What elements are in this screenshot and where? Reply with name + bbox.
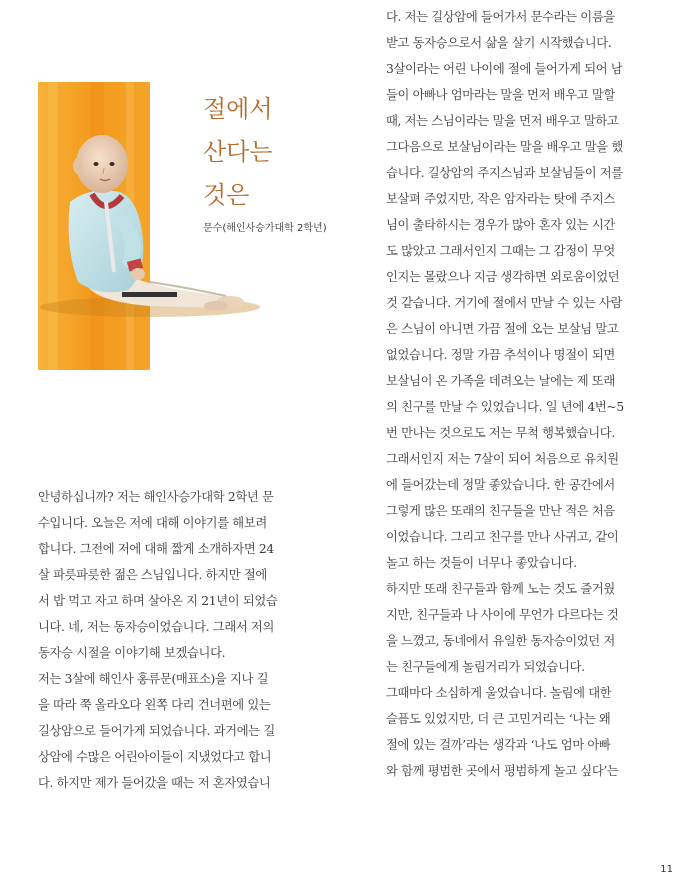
text-line: 보살님이 온 가족을 데려오는 날에는 제 또래 (386, 374, 615, 388)
text-line: 을 느꼈고, 동네에서 유일한 동자승이었던 저 (386, 634, 615, 648)
text-line: 상암에 수많은 어린아이들이 지냈었다고 합니 (38, 750, 272, 764)
text-line: 을 따라 쭉 올라오다 왼쪽 다리 건너편에 있는 (38, 698, 271, 712)
text-line: 와 함께 평범한 곳에서 평범하게 놀고 싶다’는 (386, 764, 619, 778)
text-line: 없었습니다. 정말 가끔 추석이나 명절이 되면 (386, 348, 615, 362)
title-line-1: 절에서 (203, 95, 273, 123)
text-line: 그렇게 많은 또래의 친구들을 만난 적은 처음 (386, 504, 615, 518)
text-line: 은 스님이 아니면 가끔 절에 오는 보살님 말고 (386, 322, 619, 336)
page-number: 11 (660, 864, 673, 875)
text-line: 그다음으로 보살님이라는 말을 배우고 말을 했 (386, 140, 623, 154)
title-line-3: 것은 (203, 181, 250, 209)
text-line: 안녕하십니까? 저는 해인사승가대학 2학년 문 (38, 490, 274, 504)
text-line: 인지는 몰랐으나 지금 생각하면 외로움이었던 (386, 270, 620, 284)
text-line: 다. 저는 길상암에 들어가서 문수라는 이름을 (386, 10, 615, 24)
text-line: 살 파릇파릇한 젊은 스님입니다. 하지만 절에 (38, 568, 267, 582)
text-line: 지만, 친구들과 나 사이에 무언가 다르다는 것 (386, 608, 619, 622)
text-line: 것 같습니다. 거기에 절에서 만날 수 있는 사람 (386, 296, 622, 310)
text-line: 다. 하지만 제가 들어갔을 때는 저 혼자였습니 (38, 776, 271, 790)
text-line: 들이 아빠나 엄마라는 말을 먼저 배우고 말할 (386, 88, 615, 102)
text-line: 서 밥 먹고 자고 하며 살아온 지 21년이 되었습 (38, 594, 278, 608)
text-line: 에 들어갔는데 정말 좋았습니다. 한 공간에서 (386, 478, 615, 492)
text-line: 그래서인지 저는 7살이 되어 처음으로 유치원 (386, 452, 619, 466)
text-line: 때, 저는 스님이라는 말을 먼저 배우고 말하고 (386, 114, 619, 128)
text-line: 의 친구를 만날 수 있었습니다. 일 년에 4번~5 (386, 400, 624, 414)
text-line: 보살펴 주었지만, 작은 암자라는 탓에 주지스 (386, 192, 615, 206)
text-line: 이었습니다. 그리고 친구를 만나 사귀고, 같이 (386, 530, 619, 544)
text-line: 절에 있는 걸까’라는 생각과 ‘나도 엄마 아빠 (386, 738, 611, 752)
text-line: 수입니다. 오늘은 저에 대해 이야기를 해보려 (38, 516, 267, 530)
text-line: 그때마다 소심하게 울었습니다. 놀림에 대한 (386, 686, 612, 700)
text-line: 동자승 시절을 이야기해 보겠습니다. (38, 646, 226, 660)
text-line: 습니다. 길상암의 주지스님과 보살님들이 저를 (386, 166, 623, 180)
text-line: 님이 출타하시는 경우가 많아 혼자 있는 시간 (386, 218, 615, 232)
text-line: 받고 동자승으로서 삶을 살기 시작했습니다. (386, 36, 612, 50)
text-line: 길상암으로 들어가게 되었습니다. 과거에는 길 (38, 724, 275, 738)
text-line: 저는 3살에 해인사 홍류문(매표소)을 지나 길 (38, 672, 269, 686)
article-title (203, 88, 313, 217)
author-byline: 문수(해인사승가대학 2학년) (203, 223, 327, 234)
text-line: 번 만나는 것으로도 저는 무척 행복했습니다. (386, 426, 615, 440)
text-line: 니다. 네, 저는 동자승이었습니다. 그래서 저의 (38, 620, 274, 634)
text-line: 놀고 하는 것들이 너무나 좋았습니다. (386, 556, 577, 570)
text-line: 하지만 또래 친구들과 함께 노는 것도 즐거웠 (386, 582, 615, 596)
text-line: 도 많았고 그래서인지 그때는 그 감정이 무엇 (386, 244, 615, 258)
text-line: 3살이라는 어린 나이에 절에 들어가게 되어 남 (386, 62, 623, 76)
text-line: 슬픔도 있었지만, 더 큰 고민거리는 ‘나는 왜 (386, 712, 611, 726)
text-line: 는 친구들에게 놀림거리가 되었습니다. (386, 660, 585, 674)
title-line-2: 산다는 (203, 138, 273, 166)
left-column (38, 484, 338, 796)
right-column (386, 4, 686, 784)
text-line: 합니다. 그전에 저에 대해 짧게 소개하자면 24 (38, 542, 274, 556)
child-head (76, 135, 128, 193)
